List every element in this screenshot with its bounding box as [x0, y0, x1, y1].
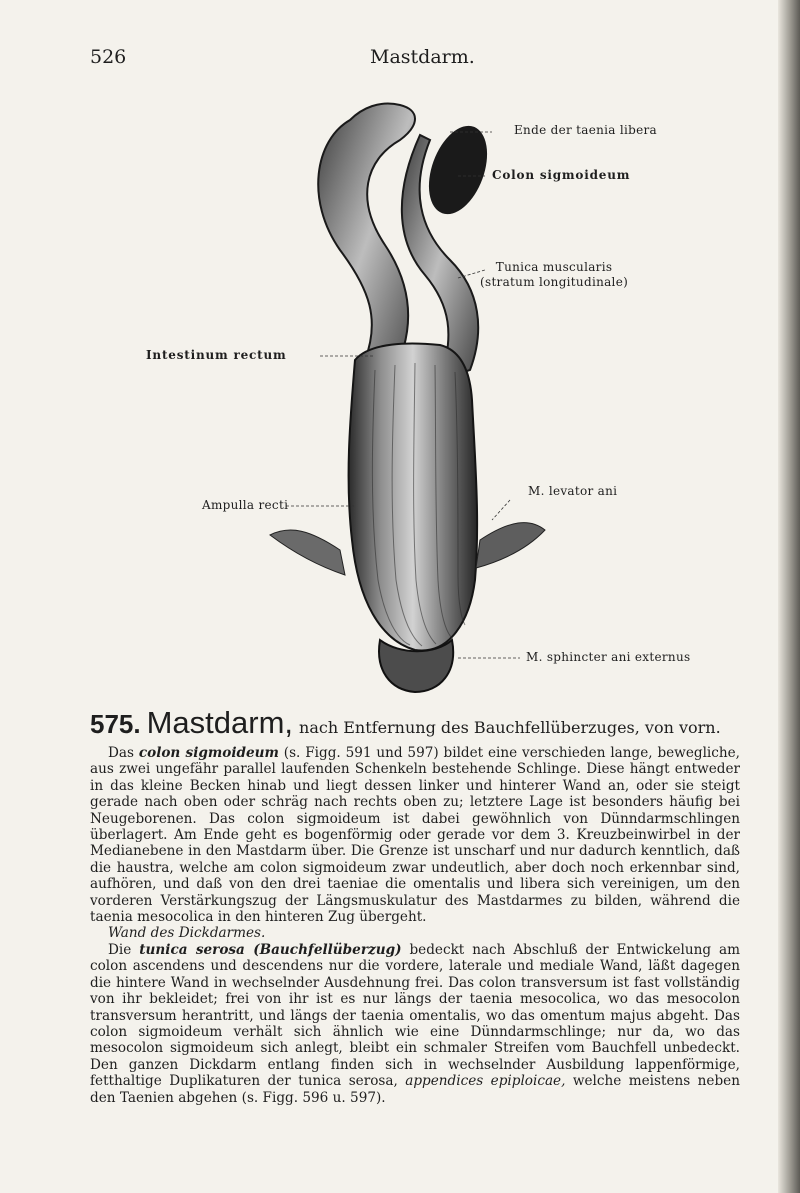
- figure-caption: [90, 705, 740, 741]
- label-ende-taenia-libera: Ende der taenia libera: [514, 123, 657, 137]
- running-title: Mastdarm.: [370, 46, 475, 68]
- colon-sigmoideum-shape: [318, 103, 415, 380]
- label-tunica-line1: Tunica muscularis: [495, 260, 613, 274]
- label-colon-sigmoideum: Colon sigmoideum: [492, 168, 631, 182]
- label-intestinum-rectum: Intestinum rectum: [146, 348, 287, 362]
- label-ampulla-recti: Ampulla recti: [202, 498, 289, 512]
- p2-end: welche meistens neben den Taenien abgehen (s. Figg. 596 u. 597).: [90, 1073, 740, 1106]
- p1-term: colon sigmoideum: [138, 745, 279, 761]
- p2-start: Die: [108, 941, 132, 958]
- caption-title: Mastdarm,: [146, 705, 294, 740]
- page-header: [0, 46, 780, 70]
- p1-start: Das: [108, 745, 134, 761]
- levator-ani-right: [476, 523, 545, 568]
- levator-ani-left: [270, 530, 345, 575]
- colon-opening: [418, 118, 498, 222]
- label-tunica-muscularis: [480, 260, 628, 290]
- scan-edge: [778, 0, 800, 1193]
- p2-mid: bedeckt nach Abschluß der Entwickelung am colon ascendens und descendens nur die vordere, laterale und mediale Wand, läßt dagegen die hintere Wand in wechselnder Ausdehnung frei. Das colon transversum ist fast vollständig von ihr bekleidet; frei von ihr ist es nur längs der taenia mesocolica, wo das mesocolon transversum herantritt, und längs der taenia omentalis, wo das omentum majus abgeht. Das colon sigmoideum verhält sich ähnlich wie eine Dünndarmschlinge; nur da, wo das mesocolon sigmoideum sich anlegt, bleibt ein schmaler Streifen vom Bauchfell unbedeckt. Den ganzen Dickdarm entlang finden sich in wechselnder Ausbildung lappenförmige, fetthaltige Duplikaturen der tunica serosa,: [90, 941, 740, 1090]
- paragraph-2: [90, 942, 740, 1106]
- anatomical-figure: [140, 80, 700, 700]
- p2-term2: appendices epiploicae,: [405, 1073, 566, 1090]
- p2-term: tunica serosa (Bauchfellüberzug): [139, 941, 402, 958]
- label-levator-ani: M. levator ani: [528, 484, 618, 498]
- p1-rest: (s. Figg. 591 und 597) bildet eine verschieden lange, bewegliche, aus zwei ungefähr parallel laufenden Schenkeln bestehende Schlinge. Diese hängt entweder in das kleine Becken hinab und liegt dessen linker und hinterer Wand an, oder sie steigt gerade nach oben oder schräg nach rechts oben zu; letztere Lage ist besonders häufig bei Neugeborenen. Das colon sigmoideum ist dabei gewöhnlich von Dünndarmschlingen überlagert. Am Ende geht es bogenförmig oder gerade vor dem 3. Kreuzbeinwirbel in der Medianebene in den Mastdarm über. Die Grenze ist unscharf und nur dadurch kenntlich, daß die haustra, welche am colon sigmoideum zwar undeutlich, aber doch noch erkennbar sind, aufhören, und daß von den drei taeniae die omentalis und libera sich vereinigen, um den vorderen Verstärkungszug der Längsmuskulatur des Mastdarmes zu bilden, während die taenia mesocolica in den hinteren Zug übergeht.: [90, 745, 740, 926]
- label-sphincter: M. sphincter ani externus: [526, 650, 691, 664]
- label-tunica-line2: (stratum longitudinale): [480, 275, 629, 289]
- body-text: [90, 745, 740, 1106]
- paragraph-1: [90, 745, 740, 925]
- section-heading: Wand des Dickdarmes.: [108, 925, 266, 942]
- page-number: 526: [90, 46, 127, 68]
- caption-number: 575.: [90, 709, 141, 739]
- caption-subtitle: nach Entfernung des Bauchfellüberzuges, von vorn.: [299, 718, 721, 737]
